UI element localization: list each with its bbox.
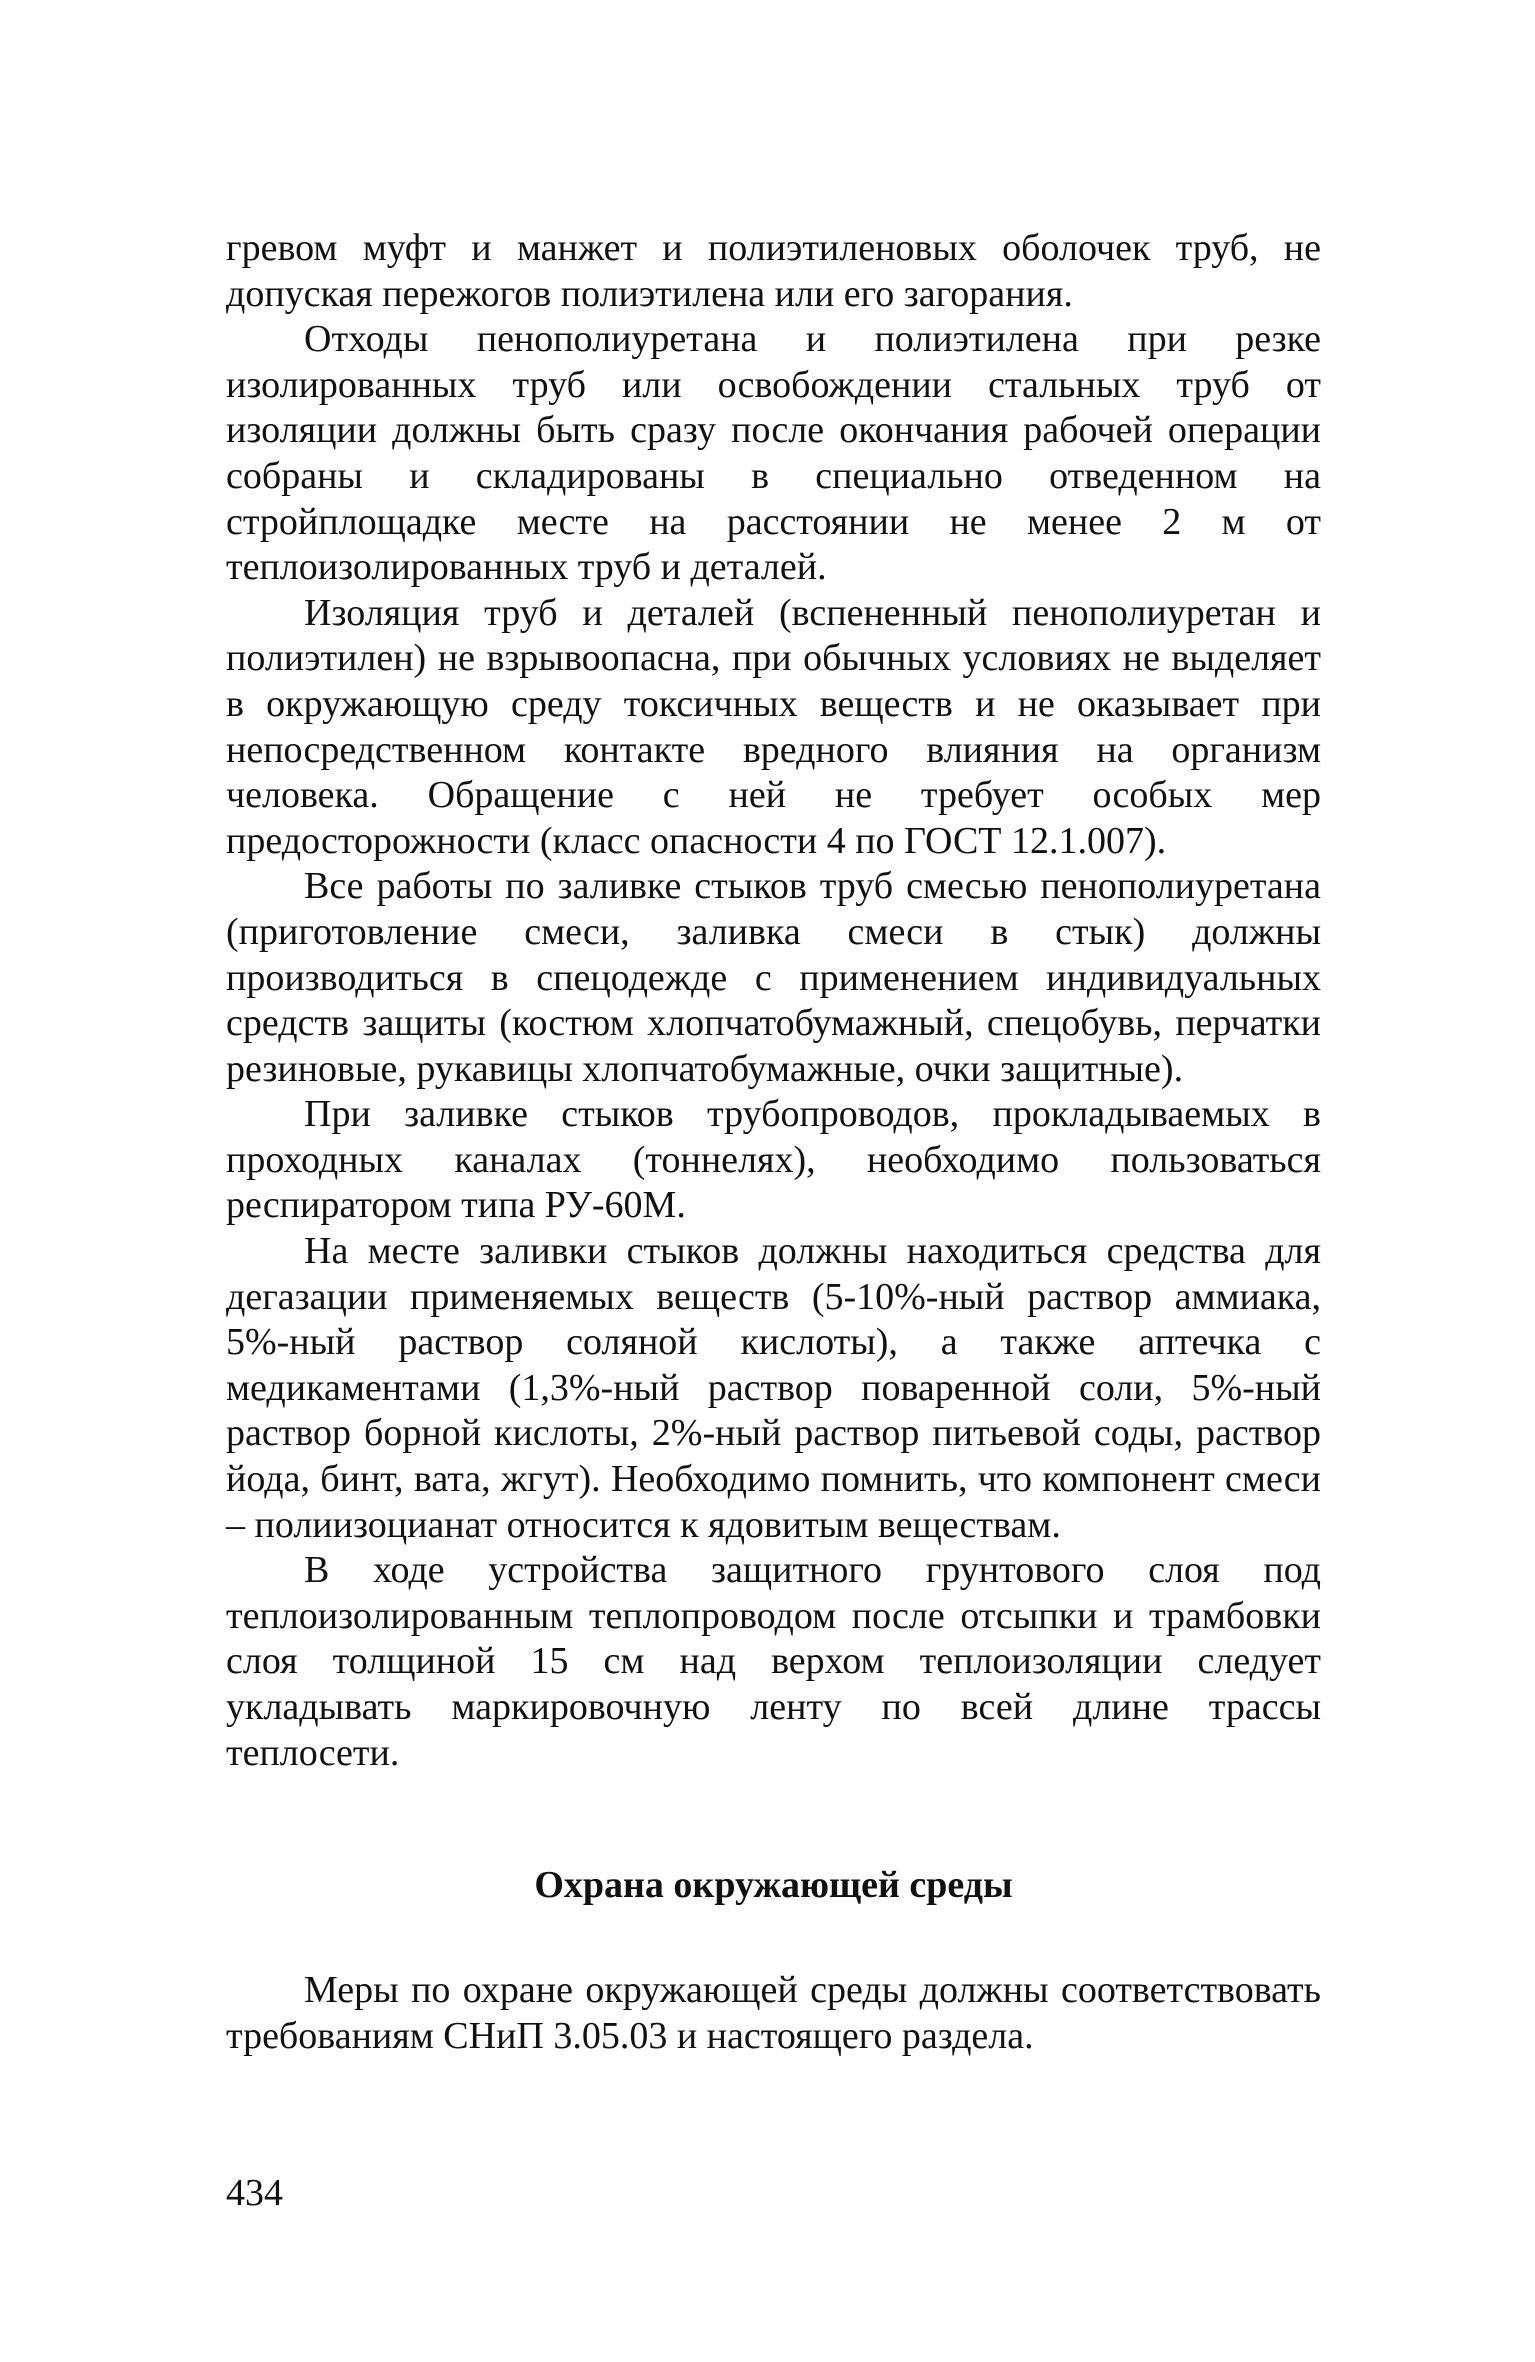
paragraph-waste-disposal: Отходы пенополиуретана и полиэтилена при резке изолированных труб или освобождении стальных труб от изоляции должны быть сразу после окончания рабочей операции собраны и складированы в специально отведенном на стройплощадке месте на расстоянии не менее 2 м от теплоизолированных труб и деталей. [226,318,1321,589]
paragraph-insulation-safety: Изоляция труб и деталей (вспененный пенополиуретан и полиэтилен) не взрывоопасна, при обычных условиях не выделяет в окружающую среду токсичных веществ и не оказывает при непосредственном контакте вредного влияния на организм человека. Обращение с ней не требует особых мер предосторожности (класс опасности 4 по ГОСТ 12.1.007). [226,591,1321,862]
paragraph-environment: Меры по охране окружающей среды должны соответствовать требованиям СНиП 3.05.03 и настоящего раздела. [226,1969,1321,2057]
paragraph-degassing-first-aid: На месте заливки стыков должны находиться средства для дегазации применяемых веществ (5-10%-ный раствор аммиака, 5%-ный раствор соляной кислоты), а также аптечка с медикаментами (1,3%-ный раствор поваренной соли, 5%-ный раствор борной кислоты, 2%-ный раствор питьевой соды, раствор йода, бинт, вата, жгут). Необходимо помнить, что компонент смеси – полиизоцианат относится к ядовитым веществам. [226,1230,1321,1546]
paragraph-continuation: гревом муфт и манжет и полиэтиленовых оболочек труб, не допуская пережогов полиэтилена или его загорания. [226,227,1321,315]
section-body [226,1968,1321,2059]
paragraph-marking-tape: В ходе устройства защитного грунтового слоя под теплоизолированным теплопроводом после отсыпки и трамбовки слоя толщиной 15 см над верхом теплоизоляции следует укладывать маркировочную ленту по всей длине трассы теплосети. [226,1549,1321,1774]
body-text [226,226,1321,1776]
section-heading: Охрана окружающей среды [534,1864,1013,1906]
paragraph-respirator: При заливке стыков трубопроводов, прокладываемых в проходных каналах (тоннелях), необходимо пользоваться респиратором типа РУ-60М. [226,1093,1321,1227]
paragraph-protective-equipment: Все работы по заливке стыков труб смесью пенополиуретана (приготовление смеси, заливка смеси в стык) должны производиться в спецодежде с применением индивидуальных средств защиты (костюм хлопчатобумажный, спецобувь, перчатки резиновые, рукавицы хлопчатобумажные, очки защитные). [226,865,1321,1090]
page-number: 434 [226,2172,283,2214]
